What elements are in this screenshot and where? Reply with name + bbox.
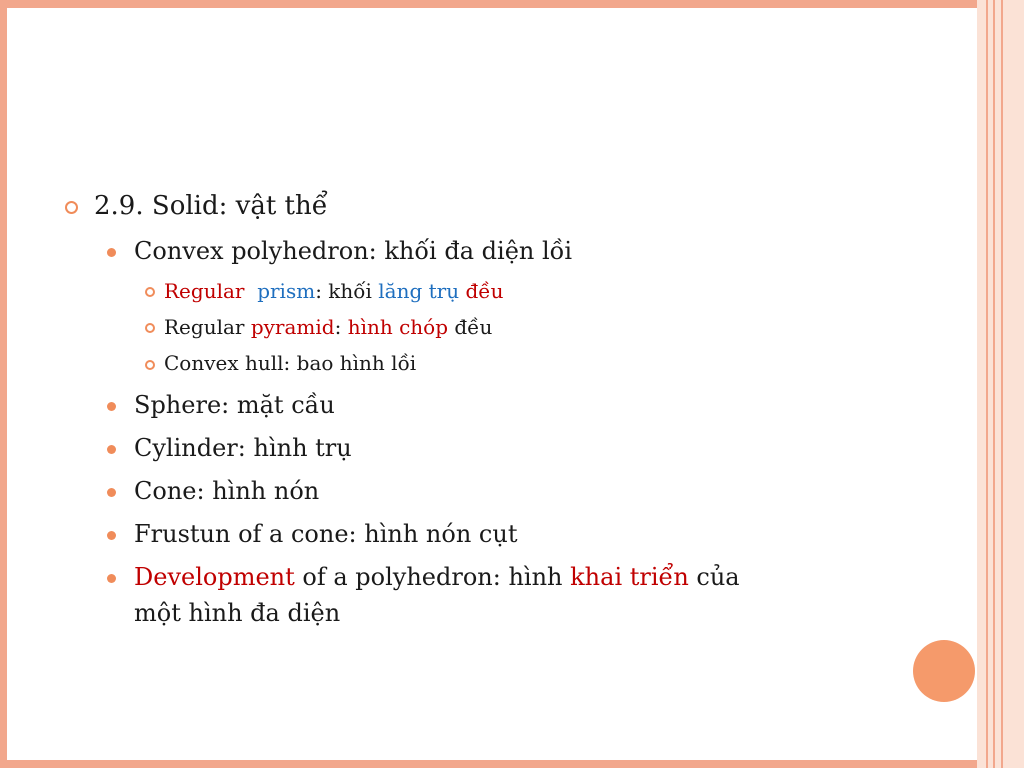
term-khai-trien: khai triển bbox=[570, 563, 689, 591]
term-prism: prism bbox=[257, 279, 316, 303]
dot-bullet-icon bbox=[107, 488, 116, 497]
list-item: Cone: hình nón bbox=[134, 477, 320, 505]
list-item: Convex hull: bao hình lồi bbox=[164, 351, 417, 375]
dot-bullet-icon bbox=[107, 574, 116, 583]
plain-text: đều bbox=[448, 315, 493, 339]
dot-bullet-icon bbox=[107, 248, 116, 257]
list-item-continuation: một hình đa diện bbox=[134, 599, 341, 627]
left-border bbox=[0, 0, 7, 768]
right-stripe bbox=[1003, 0, 1024, 768]
dot-bullet-icon bbox=[107, 445, 116, 454]
term-regular: Regular bbox=[164, 279, 245, 303]
plain-text: Regular bbox=[164, 315, 251, 339]
spacer-text bbox=[244, 279, 257, 303]
term-deu: đều bbox=[465, 279, 504, 303]
decorative-circle bbox=[913, 640, 975, 702]
list-item bbox=[164, 279, 503, 303]
list-item: Frustun of a cone: hình nón cụt bbox=[134, 520, 518, 548]
list-item bbox=[134, 563, 740, 591]
list-item bbox=[164, 315, 492, 339]
term-pyramid: pyramid bbox=[250, 315, 335, 339]
plain-text: : bbox=[334, 315, 348, 339]
top-border bbox=[0, 0, 1024, 8]
plain-text: : khối bbox=[315, 279, 379, 303]
dot-bullet-icon bbox=[107, 402, 116, 411]
right-stripe bbox=[977, 0, 986, 768]
term-hinh-chop: hình chóp bbox=[347, 315, 449, 339]
slide-heading: 2.9. Solid: vật thể bbox=[94, 191, 328, 221]
term-development: Development bbox=[134, 563, 295, 591]
plain-text: of a polyhedron: hình bbox=[294, 563, 571, 591]
ring-bullet-icon bbox=[145, 360, 155, 370]
slide-canvas bbox=[7, 8, 977, 760]
bottom-border bbox=[0, 760, 1024, 768]
dot-bullet-icon bbox=[107, 531, 116, 540]
ring-bullet-icon bbox=[145, 287, 155, 297]
list-item: Convex polyhedron: khối đa diện lồi bbox=[134, 237, 573, 265]
list-item: Sphere: mặt cầu bbox=[134, 391, 335, 419]
plain-text: của bbox=[688, 563, 740, 591]
ring-bullet-icon bbox=[145, 323, 155, 333]
term-lang-tru: lăng trụ bbox=[378, 279, 460, 303]
ring-bullet-icon bbox=[65, 201, 78, 214]
list-item: Cylinder: hình trụ bbox=[134, 434, 352, 462]
